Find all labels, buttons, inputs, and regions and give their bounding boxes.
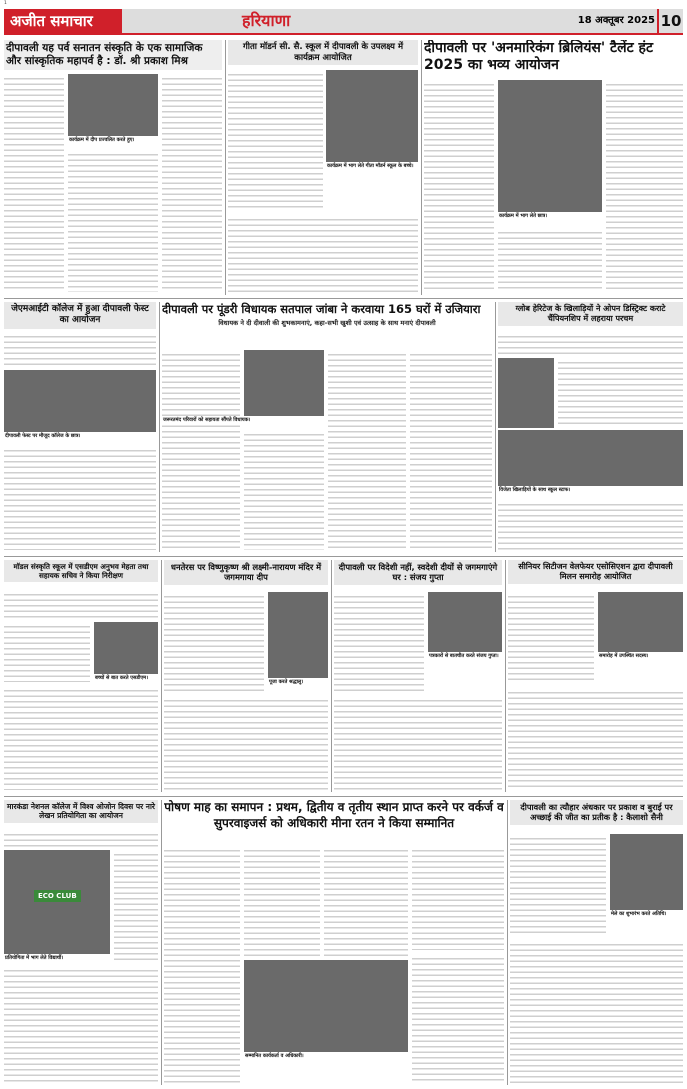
news-photo bbox=[598, 592, 683, 652]
news-photo bbox=[268, 592, 328, 678]
article-headline: जेएमआईटी कॉलेज में हुआ दीपावली फेस्ट का आयोजन bbox=[4, 302, 156, 329]
article-headline: मॉडल संस्कृति स्कूल में एसडीएम अनुभव मेहता तथा सहायक सचिव ने किया निरीक्षण bbox=[4, 560, 158, 582]
article-text-column bbox=[228, 215, 418, 295]
print-info-line: 1 bbox=[4, 1, 7, 6]
news-photo bbox=[498, 80, 602, 212]
article-text-column bbox=[412, 954, 504, 1083]
article-text-column bbox=[228, 70, 323, 210]
article-text-column bbox=[508, 592, 594, 684]
article-satpal-jamba bbox=[162, 302, 492, 552]
photo-caption: विजेता खिलाड़ियों के साथ स्कूल स्टाफ। bbox=[498, 486, 683, 494]
article-text-column bbox=[498, 332, 683, 356]
article-text-column bbox=[164, 696, 328, 790]
photo-caption: पूजा करते श्रद्धालु। bbox=[268, 678, 328, 686]
article-headline: गीता मॉडर्न सी. सै. स्कूल में दीपावली के उपलक्ष्य में कार्यक्रम आयोजित bbox=[228, 40, 418, 65]
newspaper-name: अजीत समाचार bbox=[4, 9, 122, 33]
row-divider bbox=[4, 556, 683, 557]
article-text-column bbox=[510, 940, 683, 1083]
article-text-column bbox=[334, 592, 424, 692]
news-photo bbox=[244, 960, 408, 1052]
article-text-column bbox=[4, 446, 156, 550]
photo-caption: जरूरतमंद परिवारों को सहायता सौंपते विधायक। bbox=[162, 416, 324, 424]
article-headline: पोषण माह का समापन : प्रथम, द्वितीय व तृतीय स्थान प्राप्त करने पर वर्कर्ज व सुपरवाइजर्स को अधिकारी मीना रतन ने किया सम्मानित bbox=[164, 800, 504, 830]
article-text-column bbox=[498, 500, 683, 550]
article-talent-hunt bbox=[424, 40, 683, 295]
article-text-column bbox=[410, 350, 492, 550]
article-headline: दीपावली का त्यौहार अंधकार पर प्रकाश व बुराई पर अच्छाई की जीत का प्रतीक है : कैलाशो सैनी bbox=[510, 800, 683, 825]
article-poshan-maah bbox=[164, 800, 504, 1085]
page-number: 10 bbox=[657, 9, 683, 33]
issue-date: 18 अक्तूबर 2025 bbox=[577, 15, 655, 26]
article-text-column bbox=[244, 430, 324, 550]
article-text-column bbox=[4, 966, 158, 1084]
photo-caption: पत्रकारों से बातचीत करते संजय गुप्ता। bbox=[428, 652, 502, 660]
article-text-column bbox=[244, 846, 320, 956]
article-subheadline: विधायक ने दी दीवाली की शुभकामनाएं, कहा-सभी खुशी एवं उत्साह के साथ मनाएं दीपावली bbox=[218, 319, 436, 328]
article-text-column bbox=[510, 834, 606, 936]
news-photo bbox=[68, 74, 158, 136]
article-model-sanskriti-school bbox=[4, 560, 158, 792]
photo-caption: दीपावली फेस्ट पर मौजूद कॉलेज के छात्र। bbox=[4, 432, 156, 440]
row-divider bbox=[4, 298, 683, 299]
article-gita-modern-school bbox=[228, 40, 418, 295]
news-photo bbox=[498, 358, 554, 428]
article-text-column bbox=[4, 686, 158, 790]
article-text-column bbox=[424, 80, 494, 292]
article-text-column bbox=[508, 688, 683, 790]
article-text-column bbox=[334, 696, 502, 790]
article-text-column bbox=[164, 592, 264, 692]
column-divider bbox=[331, 560, 332, 792]
row-divider bbox=[4, 796, 683, 797]
article-sanjay-gupta bbox=[334, 560, 502, 792]
article-markanda-national-college bbox=[4, 800, 158, 1085]
column-divider bbox=[507, 800, 508, 1085]
column-divider bbox=[505, 560, 506, 792]
article-text-column bbox=[164, 846, 240, 1083]
article-headline: दीपावली पर 'अनमारिकंग ब्रिलियंस' टैलेंट हंट 2025 का भव्य आयोजन bbox=[424, 40, 654, 73]
article-text-column bbox=[328, 350, 406, 550]
masthead bbox=[4, 9, 683, 35]
news-photo bbox=[498, 430, 683, 486]
column-divider bbox=[159, 302, 160, 552]
article-text-column bbox=[68, 150, 158, 292]
article-text-column bbox=[4, 332, 156, 368]
article-jmit-college bbox=[4, 302, 156, 552]
article-headline: मारकंडा नेशनल कॉलेज में विश्व ओजोन दिवस पर नारे लेखन प्रतियोगिता का आयोजन bbox=[4, 800, 158, 823]
article-text-column bbox=[606, 80, 683, 292]
photo-caption: कार्यक्रम में भाग लेते छात्र। bbox=[498, 212, 602, 220]
article-text-column bbox=[412, 846, 504, 950]
photo-caption: मेले का शुभारंभ करते अतिथि। bbox=[610, 910, 683, 918]
article-kailasho-saini bbox=[510, 800, 683, 1085]
photo-caption: प्रतियोगिता में भाग लेते विद्यार्थी। bbox=[4, 954, 110, 962]
section-title: हरियाणा bbox=[242, 11, 291, 30]
photo-caption: कार्यक्रम में दीप प्रज्वलित करते हुए। bbox=[68, 136, 158, 144]
article-text-column bbox=[4, 590, 158, 620]
news-photo bbox=[4, 370, 156, 432]
column-divider bbox=[495, 302, 496, 552]
article-headline: सीनियर सिटीजन वेलफेयर एसोसिएशन द्वारा दीपावली मिलन समारोह आयोजित bbox=[508, 560, 683, 584]
article-shri-prakash-mishra bbox=[4, 40, 222, 295]
article-text-column bbox=[4, 830, 158, 848]
photo-caption: सम्मानित कार्यकर्ता व अधिकारी। bbox=[244, 1052, 408, 1060]
news-photo bbox=[94, 622, 158, 674]
article-headline: धनतेरस पर विष्णुकृष्ण श्री लक्ष्मी-नारायण मंदिर में जगमगाया दीप bbox=[164, 560, 328, 585]
column-divider bbox=[225, 40, 226, 295]
news-photo bbox=[428, 592, 502, 652]
article-lakshmi-narayan-temple bbox=[164, 560, 328, 792]
news-photo bbox=[244, 350, 324, 416]
article-text-column bbox=[498, 228, 602, 292]
article-headline: ग्लोब हेरिटेज के खिलाड़ियों ने ओपन डिस्ट्रिक्ट कराटे चैंपियनशिप में लहराया परचम bbox=[498, 302, 683, 326]
column-divider bbox=[421, 40, 422, 295]
news-photo bbox=[4, 850, 110, 954]
photo-caption: कार्यक्रम में भाग लेते गीता मॉडर्न स्कूल के बच्चे। bbox=[326, 162, 418, 170]
article-text-column bbox=[162, 350, 240, 550]
article-text-column bbox=[162, 74, 222, 292]
article-senior-citizen-association bbox=[508, 560, 683, 792]
article-headline: दीपावली यह पर्व सनातन संस्कृति के एक सामाजिक और सांस्कृतिक महापर्व है : डॉ. श्री प्रकाश मिश्र bbox=[4, 40, 222, 70]
eco-club-banner: ECO CLUB bbox=[34, 890, 81, 902]
article-headline: दीपावली पर विदेशी नहीं, स्वदेशी दीयों से जगमगाएंगे घर : संजय गुप्ता bbox=[334, 560, 502, 585]
column-divider bbox=[161, 800, 162, 1085]
article-text-column bbox=[558, 358, 683, 428]
article-text-column bbox=[4, 622, 90, 682]
news-photo bbox=[610, 834, 683, 910]
article-headline: दीपावली पर पूंडरी विधायक सतपाल जांबा ने करवाया 165 घरों में उजियारा bbox=[162, 302, 481, 316]
news-photo bbox=[326, 70, 418, 162]
photo-caption: समारोह में उपस्थित सदस्य। bbox=[598, 652, 683, 660]
article-text-column bbox=[4, 74, 64, 292]
column-divider bbox=[161, 560, 162, 792]
article-text-column bbox=[324, 846, 408, 956]
article-globe-heritage-karate bbox=[498, 302, 683, 552]
article-text-column bbox=[114, 850, 158, 960]
photo-caption: बच्चों से बात करते एसडीएम। bbox=[94, 674, 158, 682]
